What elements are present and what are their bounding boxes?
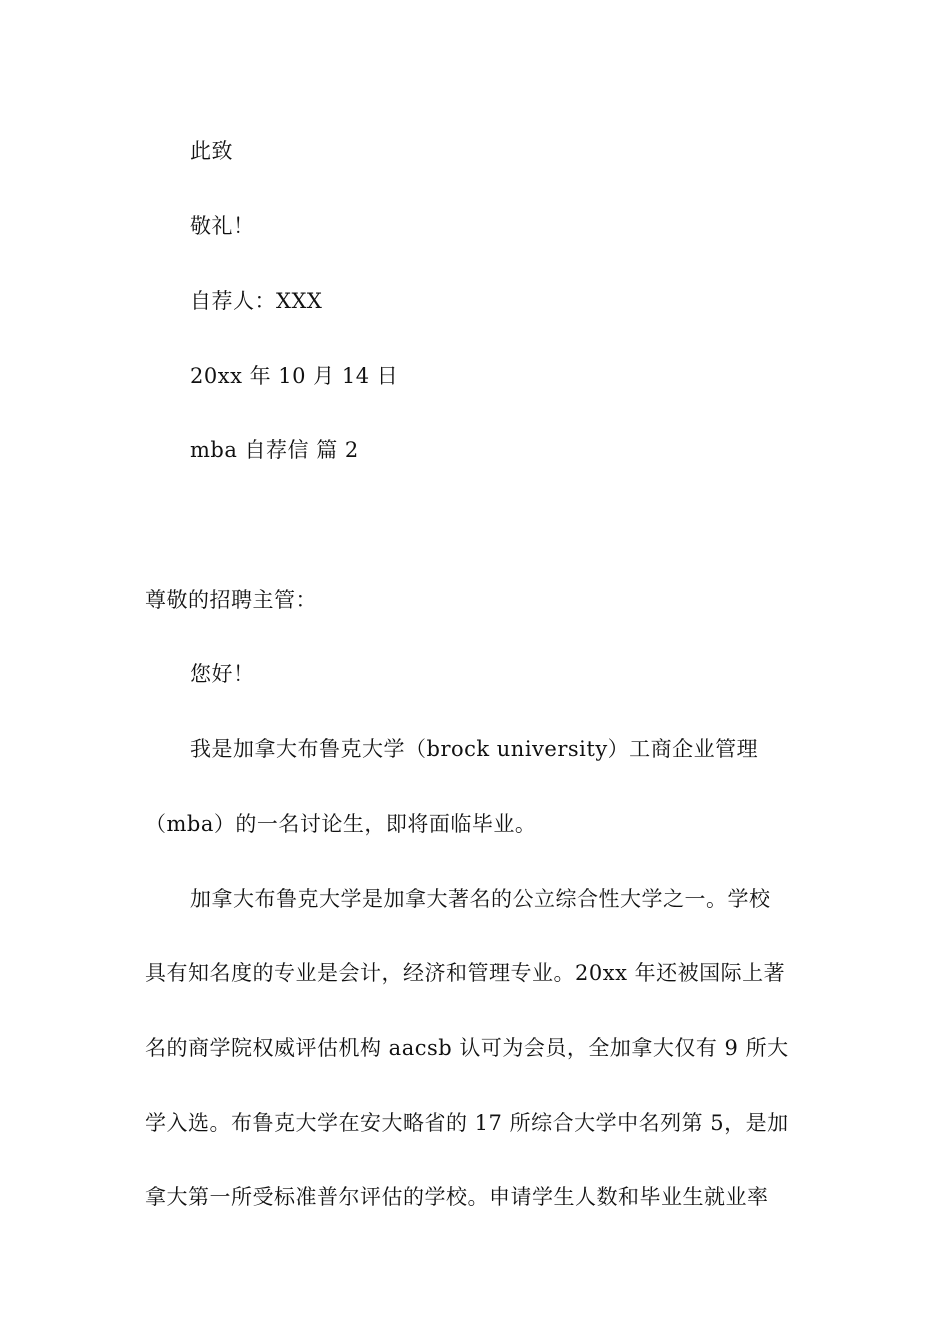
salutation: 尊敬的招聘主管： (145, 588, 317, 612)
greeting: 您好！ (190, 662, 255, 686)
paragraph-2-line-4: 学入选。布鲁克大学在安大略省的 17 所综合大学中名列第 5，是加 (145, 1111, 789, 1135)
paragraph-1-line-1: 我是加拿大布鲁克大学（brock university）工商企业管理 (190, 737, 759, 761)
section-title: mba 自荐信 篇 2 (190, 438, 359, 462)
signer-line: 自荐人：XXX (190, 289, 323, 313)
paragraph-1-line-2: （mba）的一名讨论生，即将面临毕业。 (145, 812, 537, 836)
paragraph-2-line-3: 名的商学院权威评估机构 aacsb 认可为会员，全加拿大仅有 9 所大 (145, 1036, 789, 1060)
closing-line-ci-zhi: 此致 (190, 139, 233, 163)
paragraph-2-line-2: 具有知名度的专业是会计，经济和管理专业。20xx 年还被国际上著 (145, 961, 786, 985)
closing-line-jing-li: 敬礼！ (190, 214, 255, 238)
date-line: 20xx 年 10 月 14 日 (190, 364, 399, 388)
paragraph-2-line-5: 拿大第一所受标准普尔评估的学校。申请学生人数和毕业生就业率 (145, 1185, 769, 1209)
paragraph-2-line-1: 加拿大布鲁克大学是加拿大著名的公立综合性大学之一。学校 (190, 887, 771, 911)
